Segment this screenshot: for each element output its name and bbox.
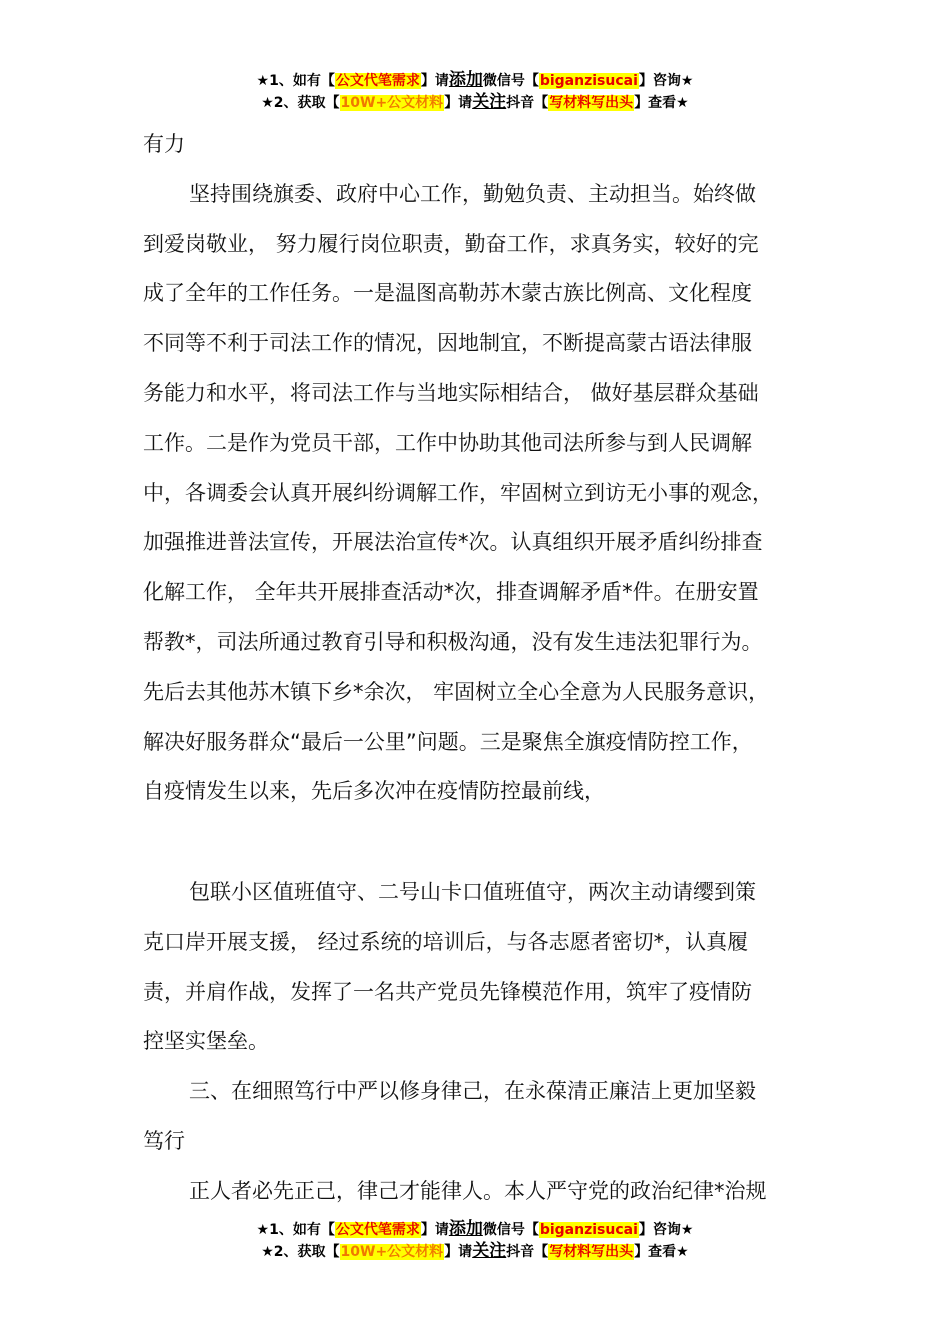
paragraph-line: 控坚实堡垒。 xyxy=(143,1029,269,1054)
paragraph-line: 坚持围绕旗委、政府中心工作，勤勉负责、主动担当。始终做 xyxy=(189,181,756,206)
banner-text: 】请 xyxy=(420,73,449,89)
banner-line-2 xyxy=(0,1240,950,1262)
paragraph-line: 务能力和水平，将司法工作与当地实际相结合， 做好基层群众基础 xyxy=(143,380,759,405)
banner-text: ★2、获取【 xyxy=(261,95,340,111)
highlight-douyin-account: 写材料写出头 xyxy=(549,1244,634,1260)
highlight-service: 公文代笔需求 xyxy=(335,1222,420,1238)
section-heading-line: 三、在细照笃行中严以修身律己，在永葆清正廉洁上更加坚毅 xyxy=(189,1079,756,1104)
paragraph-line: 包联小区值班值守、二号山卡口值班值守，两次主动请缨到策 xyxy=(189,880,756,904)
paragraph-line: 帮教*，司法所通过教育引导和积极沟通，没有发生违法犯罪行为。 xyxy=(143,629,763,654)
banner-text: 】查看★ xyxy=(634,95,689,111)
emphasis-add: 添加 xyxy=(448,70,483,90)
banner-text: 】咨询★ xyxy=(638,1222,694,1238)
emphasis-follow: 关注 xyxy=(472,92,507,112)
banner-text: ★1、如有【 xyxy=(256,73,335,89)
paragraph-line: 责，并肩作战，发挥了一名共产党员先锋模范作用，筑牢了疫情防 xyxy=(143,979,752,1004)
section-heading-line: 笃行 xyxy=(143,1128,185,1153)
banner-text: 】咨询★ xyxy=(638,73,694,89)
banner-text: 抖音【 xyxy=(506,1244,549,1260)
banner-text: 】请 xyxy=(444,95,473,111)
emphasis-follow: 关注 xyxy=(472,1241,507,1261)
paragraph-line: 正人者必先正己，律己才能律人。本人严守党的政治纪律*治规 xyxy=(189,1178,767,1203)
document-body-part-1 xyxy=(143,120,833,817)
banner-text: 】查看★ xyxy=(634,1244,689,1260)
banner-line-1 xyxy=(0,1218,950,1240)
banner-line-2 xyxy=(0,91,950,113)
banner-text: ★2、获取【 xyxy=(261,1244,340,1260)
highlight-wechat-id: biganzisucai xyxy=(539,1222,638,1238)
paragraph-line: 成了全年的工作任务。一是温图高勒苏木蒙古族比例高、文化程度 xyxy=(143,281,752,306)
banner-line-1 xyxy=(0,69,950,91)
paragraph-line: 中，各调委会认真开展纠纷调解工作，牢固树立到访无小事的观念， xyxy=(143,480,773,505)
paragraph-line: 克口岸开展支援， 经过系统的培训后，与各志愿者密切*，认真履 xyxy=(143,929,749,954)
banner-text: 微信号【 xyxy=(482,1222,539,1238)
highlight-materials: 10W+公文材料 xyxy=(340,95,444,111)
banner-text: 】请 xyxy=(420,1222,449,1238)
paragraph-line: 化解工作， 全年共开展排查活动*次，排查调解矛盾*件。在册安置 xyxy=(143,580,759,605)
header-banner xyxy=(0,69,950,113)
highlight-service: 公文代笔需求 xyxy=(335,73,420,89)
paragraph-line: 解决好服务群众“最后一公里”问题。三是聚焦全旗疫情防控工作， xyxy=(143,729,753,754)
paragraph-line: 加强推进普法宣传，开展法治宣传*次。认真组织开展矛盾纠纷排查 xyxy=(143,530,763,555)
footer-banner xyxy=(0,1218,950,1262)
highlight-wechat-id: biganzisucai xyxy=(539,73,638,89)
paragraph-line: 先后去其他苏木镇下乡*余次， 牢固树立全心全意为人民服务意识， xyxy=(143,679,770,704)
paragraph-line: 不同等不利于司法工作的情况，因地制宜，不断提高蒙古语法律服 xyxy=(143,331,752,356)
paragraph-line: 工作。二是作为党员干部，工作中协助其他司法所参与到人民调解 xyxy=(143,430,752,455)
banner-text: 微信号【 xyxy=(482,73,539,89)
banner-text: 抖音【 xyxy=(506,95,549,111)
emphasis-add: 添加 xyxy=(448,1219,483,1239)
paragraph-line: 到爱岗敬业， 努力履行岗位职责，勤奋工作，求真务实，较好的完 xyxy=(143,231,759,256)
banner-text: 】请 xyxy=(444,1244,473,1260)
highlight-materials: 10W+公文材料 xyxy=(340,1244,444,1260)
paragraph-line: 有力 xyxy=(143,132,185,156)
highlight-douyin-account: 写材料写出头 xyxy=(549,95,634,111)
paragraph-line: 自疫情发生以来，先后多次冲在疫情防控最前线， xyxy=(143,779,605,804)
document-body-part-2 xyxy=(143,868,833,1217)
banner-text: ★1、如有【 xyxy=(256,1222,335,1238)
